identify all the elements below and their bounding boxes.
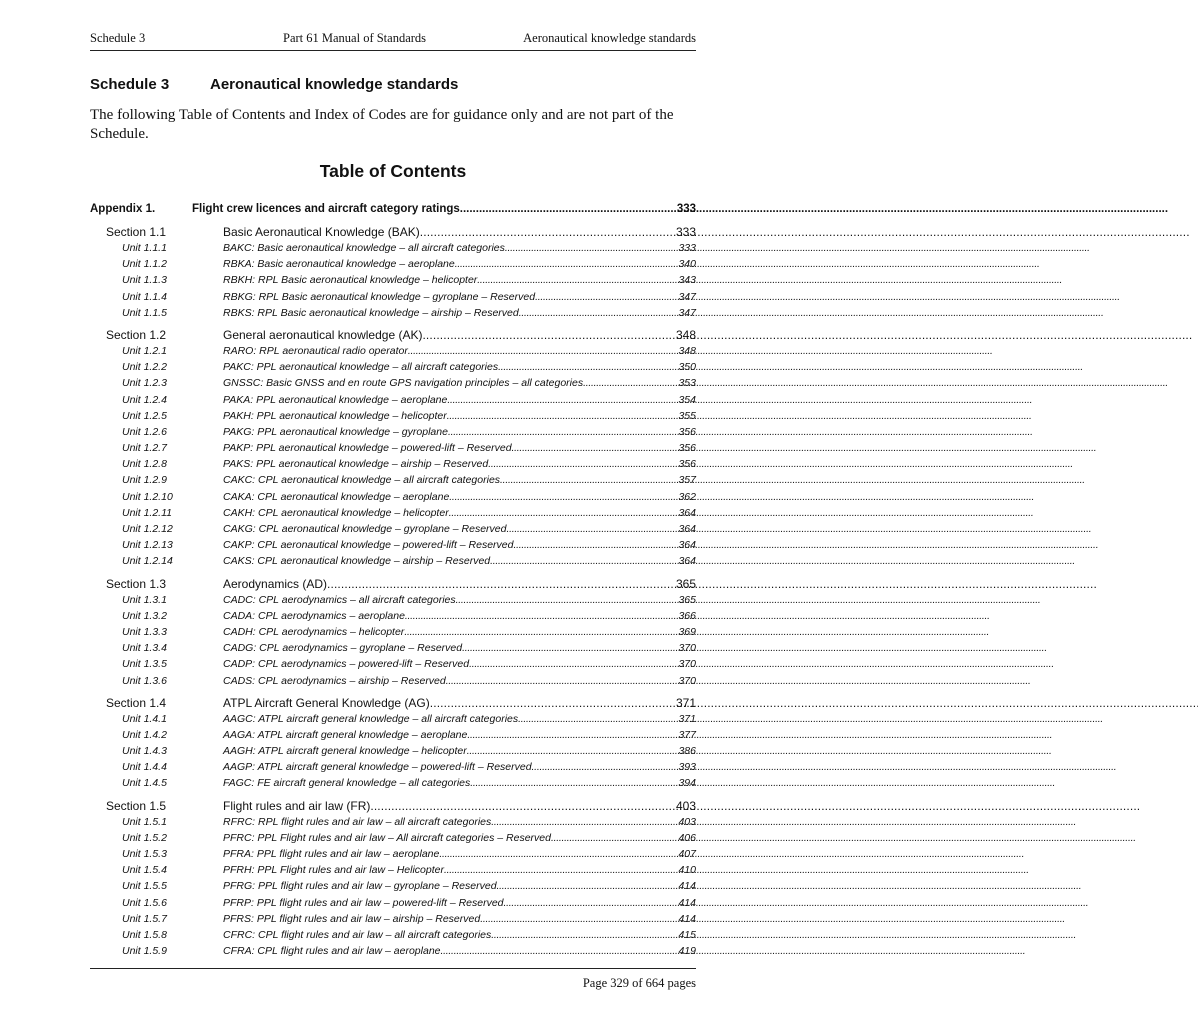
dot-leader bbox=[519, 307, 679, 319]
unit-page: 343 bbox=[678, 274, 696, 287]
unit-title: CAKC: CPL aeronautical knowledge – all aircraft categories bbox=[223, 474, 501, 487]
dot-leader bbox=[448, 426, 679, 438]
section-page: 403 bbox=[675, 798, 696, 813]
dot-leader bbox=[430, 696, 676, 710]
section-number: Section 1.1 bbox=[106, 225, 167, 239]
unit-title: FAGC: FE aircraft general knowledge – all categories bbox=[223, 777, 471, 790]
unit-page: 353 bbox=[678, 377, 696, 390]
unit-page: 362 bbox=[678, 490, 696, 503]
unit-title: CAKH: CPL aeronautical knowledge – helicopter bbox=[223, 506, 449, 519]
dot-leader bbox=[490, 555, 678, 567]
unit-title: RBKH: RPL Basic aeronautical knowledge – helicopter bbox=[223, 274, 478, 287]
unit-page: 364 bbox=[678, 555, 696, 568]
toc-unit-entry[interactable] bbox=[90, 291, 696, 307]
unit-number: Unit 1.5.7 bbox=[122, 912, 167, 925]
toc-unit-entry[interactable] bbox=[90, 897, 696, 913]
unit-number: Unit 1.5.9 bbox=[122, 945, 167, 958]
toc-appendix-entry[interactable] bbox=[90, 203, 696, 221]
unit-number: Unit 1.5.2 bbox=[122, 831, 167, 844]
header-left: Schedule 3 bbox=[90, 31, 146, 45]
toc-section-entry[interactable] bbox=[90, 799, 696, 816]
dot-leader bbox=[405, 610, 679, 622]
toc-unit-entry[interactable] bbox=[90, 361, 696, 377]
running-header bbox=[90, 31, 696, 47]
toc-unit-entry[interactable] bbox=[90, 307, 696, 323]
unit-page: 370 bbox=[678, 674, 696, 687]
unit-title: CADA: CPL aerodynamics – aeroplane bbox=[223, 609, 405, 622]
toc-unit-entry[interactable] bbox=[90, 745, 696, 761]
unit-title: CADH: CPL aerodynamics – helicopter bbox=[223, 625, 405, 638]
unit-page: 407 bbox=[678, 848, 696, 860]
dot-leader bbox=[470, 777, 678, 789]
toc-unit-entry[interactable] bbox=[90, 377, 696, 393]
toc-unit-entry[interactable] bbox=[90, 345, 696, 361]
toc-section-entry[interactable] bbox=[90, 225, 696, 242]
section-page: 333 bbox=[675, 225, 696, 239]
toc-unit-entry[interactable] bbox=[90, 242, 696, 258]
unit-page: 355 bbox=[678, 409, 696, 422]
section-title: General aeronautical knowledge (AK) bbox=[223, 327, 423, 342]
unit-number: Unit 1.2.11 bbox=[122, 506, 173, 519]
unit-title: PFRG: PPL flight rules and air law – gyroplane – Reserved bbox=[223, 880, 497, 893]
toc-unit-entry[interactable] bbox=[90, 474, 696, 490]
section-number: Section 1.2 bbox=[106, 327, 167, 342]
unit-title: AAGP: ATPL aircraft general knowledge – powered-lift – Reserved bbox=[223, 761, 532, 774]
unit-title: AAGH: ATPL aircraft general knowledge – helicopter bbox=[223, 745, 467, 758]
dot-leader bbox=[455, 258, 679, 270]
unit-page: 354 bbox=[678, 393, 696, 406]
unit-title: CAKG: CPL aeronautical knowledge – gyroplane – Reserved bbox=[223, 523, 507, 535]
toc-unit-entry[interactable] bbox=[90, 816, 696, 832]
unit-title: PAKC: PPL aeronautical knowledge – all aircraft categories bbox=[223, 361, 499, 374]
dot-leader bbox=[462, 642, 678, 654]
section-title: ATPL Aircraft General Knowledge (AG) bbox=[223, 695, 430, 710]
unit-number: Unit 1.1.5 bbox=[122, 306, 167, 319]
dot-leader bbox=[497, 880, 679, 892]
unit-title: CFRA: CPL flight rules and air law – aeroplane bbox=[223, 945, 441, 958]
unit-title: CADG: CPL aerodynamics – gyroplane – Reserved bbox=[223, 642, 463, 655]
unit-title: CAKP: CPL aeronautical knowledge – powered-lift – Reserved bbox=[223, 539, 514, 552]
toc-unit-entry[interactable] bbox=[90, 626, 696, 642]
dot-leader bbox=[500, 474, 678, 486]
unit-number: Unit 1.2.4 bbox=[122, 393, 167, 406]
unit-number: Unit 1.2.6 bbox=[122, 425, 167, 438]
schedule-label: Schedule 3 bbox=[90, 76, 170, 93]
unit-number: Unit 1.1.2 bbox=[122, 258, 167, 271]
toc-unit-entry[interactable] bbox=[90, 880, 696, 896]
unit-page: 365 bbox=[678, 593, 696, 606]
unit-title: PAKP: PPL aeronautical knowledge – powered-lift – Reserved bbox=[223, 442, 512, 455]
dot-leader bbox=[491, 816, 678, 828]
unit-number: Unit 1.5.5 bbox=[122, 880, 167, 893]
unit-number: Unit 1.2.5 bbox=[122, 409, 167, 422]
unit-number: Unit 1.4.5 bbox=[122, 777, 167, 790]
section-title: Flight rules and air law (FR) bbox=[223, 798, 371, 813]
unit-title: PAKA: PPL aeronautical knowledge – aeroplane bbox=[223, 393, 448, 406]
dot-leader bbox=[327, 577, 676, 591]
toc-unit-entry[interactable] bbox=[90, 658, 696, 674]
toc-unit-entry[interactable] bbox=[90, 426, 696, 442]
toc-unit-entry[interactable] bbox=[90, 539, 696, 555]
toc-section-entry[interactable] bbox=[90, 577, 696, 594]
appendix-page: 333 bbox=[676, 203, 696, 215]
unit-page: 377 bbox=[678, 728, 696, 741]
dot-leader bbox=[505, 242, 679, 254]
dot-leader bbox=[449, 491, 678, 503]
unit-page: 356 bbox=[678, 442, 696, 455]
dot-leader bbox=[535, 291, 678, 303]
dot-leader bbox=[513, 539, 678, 551]
unit-number: Unit 1.3.1 bbox=[122, 593, 167, 606]
unit-number: Unit 1.2.14 bbox=[122, 555, 173, 568]
footer-rule bbox=[90, 968, 696, 969]
unit-title: RBKS: RPL Basic aeronautical knowledge – airship – Reserved bbox=[223, 306, 519, 319]
unit-number: Unit 1.3.4 bbox=[122, 642, 167, 655]
unit-number: Unit 1.2.13 bbox=[122, 539, 173, 552]
dot-leader bbox=[420, 225, 676, 239]
unit-page: 356 bbox=[678, 458, 696, 471]
toc-unit-entry[interactable] bbox=[90, 458, 696, 474]
unit-number: Unit 1.2.10 bbox=[122, 490, 173, 503]
unit-page: 357 bbox=[678, 474, 696, 487]
section-page: 348 bbox=[675, 327, 696, 342]
unit-number: Unit 1.1.3 bbox=[122, 274, 167, 287]
unit-number: Unit 1.4.3 bbox=[122, 745, 167, 758]
schedule-title: Aeronautical knowledge standards bbox=[210, 76, 459, 93]
unit-page: 370 bbox=[678, 642, 696, 655]
unit-title: PAKH: PPL aeronautical knowledge – helicopter bbox=[223, 409, 447, 422]
section-number: Section 1.3 bbox=[106, 576, 167, 591]
unit-title: CFRC: CPL flight rules and air law – all aircraft categories bbox=[223, 928, 492, 941]
dot-leader bbox=[467, 729, 678, 741]
toc-unit-entry[interactable] bbox=[90, 507, 696, 523]
toc-unit-entry[interactable] bbox=[90, 864, 696, 880]
unit-page: 348 bbox=[678, 344, 696, 357]
dot-leader bbox=[467, 745, 679, 757]
dot-leader bbox=[583, 377, 678, 389]
toc-unit-entry[interactable] bbox=[90, 410, 696, 426]
section-number: Section 1.5 bbox=[106, 798, 167, 813]
unit-title: AAGA: ATPL aircraft general knowledge – aeroplane bbox=[223, 728, 468, 741]
unit-page: 386 bbox=[678, 745, 696, 758]
section-title: Basic Aeronautical Knowledge (BAK) bbox=[223, 225, 420, 239]
toc-unit-entry[interactable] bbox=[90, 761, 696, 777]
unit-number: Unit 1.3.6 bbox=[122, 674, 167, 687]
header-rule bbox=[90, 50, 696, 51]
dot-leader bbox=[449, 507, 679, 519]
dot-leader bbox=[444, 864, 678, 876]
dot-leader bbox=[477, 274, 678, 286]
toc-unit-entry[interactable] bbox=[90, 523, 696, 539]
unit-page: 366 bbox=[678, 609, 696, 622]
toc-title: Table of Contents bbox=[319, 161, 467, 181]
unit-number: Unit 1.2.8 bbox=[122, 458, 167, 471]
unit-title: PAKG: PPL aeronautical knowledge – gyroplane bbox=[223, 425, 448, 438]
header-center: Part 61 Manual of Standards bbox=[283, 31, 427, 45]
dot-leader bbox=[447, 394, 678, 406]
unit-title: RFRC: RPL flight rules and air law – all aircraft categories bbox=[223, 815, 492, 828]
table-of-contents bbox=[90, 203, 696, 961]
toc-unit-entry[interactable] bbox=[90, 945, 696, 961]
unit-number: Unit 1.2.12 bbox=[122, 523, 173, 535]
unit-page: 403 bbox=[678, 815, 696, 828]
dot-leader bbox=[480, 913, 678, 925]
section-title: Aerodynamics (AD) bbox=[223, 576, 328, 591]
unit-title: PFRC: PPL Flight rules and air law – All aircraft categories – Reserved bbox=[223, 831, 551, 844]
unit-page: 406 bbox=[678, 831, 696, 844]
unit-page: 414 bbox=[678, 896, 696, 909]
toc-unit-entry[interactable] bbox=[90, 832, 696, 848]
toc-unit-entry[interactable] bbox=[90, 929, 696, 945]
unit-number: Unit 1.3.2 bbox=[122, 609, 167, 622]
dot-leader bbox=[506, 523, 678, 535]
toc-unit-entry[interactable] bbox=[90, 442, 696, 458]
dot-leader bbox=[408, 345, 679, 357]
unit-page: 333 bbox=[678, 242, 696, 254]
toc-section-entry[interactable] bbox=[90, 696, 696, 713]
unit-number: Unit 1.2.9 bbox=[122, 474, 167, 487]
unit-number: Unit 1.3.5 bbox=[122, 658, 167, 671]
toc-section-entry[interactable] bbox=[90, 328, 696, 345]
dot-leader bbox=[551, 832, 678, 844]
unit-title: GNSSC: Basic GNSS and en route GPS navigation principles – all categories bbox=[223, 377, 584, 390]
unit-title: CADP: CPL aerodynamics – powered-lift – Reserved bbox=[223, 658, 470, 671]
unit-page: 410 bbox=[678, 864, 696, 877]
intro-paragraph: The following Table of Contents and Index of Codes are for guidance only and are not part of the Schedule. bbox=[90, 107, 674, 142]
section-page: 371 bbox=[675, 695, 696, 710]
dot-leader bbox=[518, 713, 678, 725]
toc-unit-entry[interactable] bbox=[90, 848, 696, 864]
appendix-number: Appendix 1. bbox=[90, 203, 156, 215]
unit-page: 364 bbox=[678, 506, 696, 519]
unit-number: Unit 1.4.2 bbox=[122, 728, 167, 741]
dot-leader bbox=[422, 328, 676, 342]
toc-unit-entry[interactable] bbox=[90, 642, 696, 658]
dot-leader bbox=[504, 897, 679, 909]
unit-page: 394 bbox=[678, 777, 696, 790]
unit-title: RBKG: RPL Basic aeronautical knowledge – gyroplane – Reserved bbox=[223, 290, 536, 303]
unit-page: 347 bbox=[678, 290, 696, 303]
unit-title: PFRS: PPL flight rules and air law – airship – Reserved bbox=[223, 912, 481, 925]
unit-page: 356 bbox=[678, 425, 696, 438]
unit-page: 364 bbox=[678, 539, 696, 552]
unit-number: Unit 1.5.1 bbox=[122, 815, 167, 828]
dot-leader bbox=[404, 626, 678, 638]
unit-page: 340 bbox=[678, 258, 696, 271]
unit-title: PFRP: PPL flight rules and air law – powered-lift – Reserved bbox=[223, 896, 504, 909]
toc-unit-entry[interactable] bbox=[90, 777, 696, 793]
unit-number: Unit 1.4.1 bbox=[122, 712, 167, 725]
unit-page: 414 bbox=[678, 880, 696, 893]
unit-title: AAGC: ATPL aircraft general knowledge – all aircraft categories bbox=[223, 712, 519, 725]
unit-page: 347 bbox=[678, 306, 696, 319]
unit-title: CADS: CPL aerodynamics – airship – Reserved bbox=[223, 674, 446, 687]
dot-leader bbox=[439, 848, 678, 860]
unit-page: 364 bbox=[678, 523, 696, 535]
unit-title: PFRH: PPL Flight rules and air law – Helicopter bbox=[223, 864, 444, 877]
unit-number: Unit 1.4.4 bbox=[122, 761, 167, 774]
section-page: 365 bbox=[675, 576, 696, 591]
unit-title: PAKS: PPL aeronautical knowledge – airship – Reserved bbox=[223, 458, 489, 471]
dot-leader bbox=[498, 361, 678, 373]
unit-number: Unit 1.5.4 bbox=[122, 864, 167, 877]
dot-leader bbox=[488, 458, 678, 470]
unit-number: Unit 1.1.1 bbox=[122, 242, 167, 254]
toc-unit-entry[interactable] bbox=[90, 274, 696, 290]
toc-unit-entry[interactable] bbox=[90, 713, 696, 729]
dot-leader bbox=[441, 945, 679, 957]
dot-leader bbox=[446, 675, 679, 687]
dot-leader bbox=[491, 929, 678, 941]
unit-number: Unit 1.5.8 bbox=[122, 928, 167, 941]
dot-leader bbox=[370, 799, 676, 813]
toc-unit-entry[interactable] bbox=[90, 913, 696, 929]
unit-page: 414 bbox=[678, 912, 696, 925]
unit-page: 369 bbox=[678, 625, 696, 638]
unit-page: 419 bbox=[678, 945, 696, 958]
unit-number: Unit 1.2.2 bbox=[122, 361, 167, 374]
dot-leader bbox=[532, 761, 679, 773]
unit-title: RBKA: Basic aeronautical knowledge – aeroplane bbox=[223, 258, 455, 271]
unit-number: Unit 1.5.6 bbox=[122, 896, 167, 909]
unit-title: CAKS: CPL aeronautical knowledge – airship – Reserved bbox=[223, 555, 491, 568]
unit-title: CAKA: CPL aeronautical knowledge – aeroplane bbox=[223, 490, 450, 503]
unit-number: Unit 1.2.3 bbox=[122, 377, 167, 390]
unit-page: 415 bbox=[678, 928, 696, 941]
toc-unit-entry[interactable] bbox=[90, 394, 696, 410]
unit-page: 370 bbox=[678, 658, 696, 671]
unit-page: 371 bbox=[678, 712, 696, 725]
unit-title: RARO: RPL aeronautical radio operator bbox=[223, 344, 408, 357]
toc-unit-entry[interactable] bbox=[90, 258, 696, 274]
toc-unit-entry[interactable] bbox=[90, 729, 696, 745]
appendix-title: Flight crew licences and aircraft category ratings bbox=[192, 203, 460, 215]
unit-number: Unit 1.3.3 bbox=[122, 625, 167, 638]
unit-number: Unit 1.2.7 bbox=[122, 442, 167, 455]
dot-leader bbox=[469, 658, 678, 670]
unit-page: 350 bbox=[678, 361, 696, 374]
unit-title: CADC: CPL aerodynamics – all aircraft categories bbox=[223, 593, 456, 606]
toc-unit-entry[interactable] bbox=[90, 610, 696, 626]
toc-unit-entry[interactable] bbox=[90, 491, 696, 507]
toc-unit-entry[interactable] bbox=[90, 675, 696, 691]
page-footer: Page 329 of 664 pages bbox=[582, 976, 696, 990]
unit-title: PFRA: PPL flight rules and air law – aeroplane bbox=[223, 848, 440, 860]
unit-number: Unit 1.5.3 bbox=[122, 848, 167, 860]
toc-unit-entry[interactable] bbox=[90, 555, 696, 571]
dot-leader bbox=[460, 203, 677, 215]
dot-leader bbox=[456, 594, 679, 606]
schedule-heading bbox=[90, 76, 459, 93]
section-number: Section 1.4 bbox=[106, 695, 167, 710]
unit-page: 393 bbox=[678, 761, 696, 774]
header-right: Aeronautical knowledge standards bbox=[523, 31, 696, 45]
dot-leader bbox=[447, 410, 679, 422]
dot-leader bbox=[512, 442, 679, 454]
unit-number: Unit 1.1.4 bbox=[122, 290, 167, 303]
unit-title: BAKC: Basic aeronautical knowledge – all aircraft categories bbox=[223, 242, 505, 254]
toc-unit-entry[interactable] bbox=[90, 594, 696, 610]
unit-number: Unit 1.2.1 bbox=[122, 344, 167, 357]
